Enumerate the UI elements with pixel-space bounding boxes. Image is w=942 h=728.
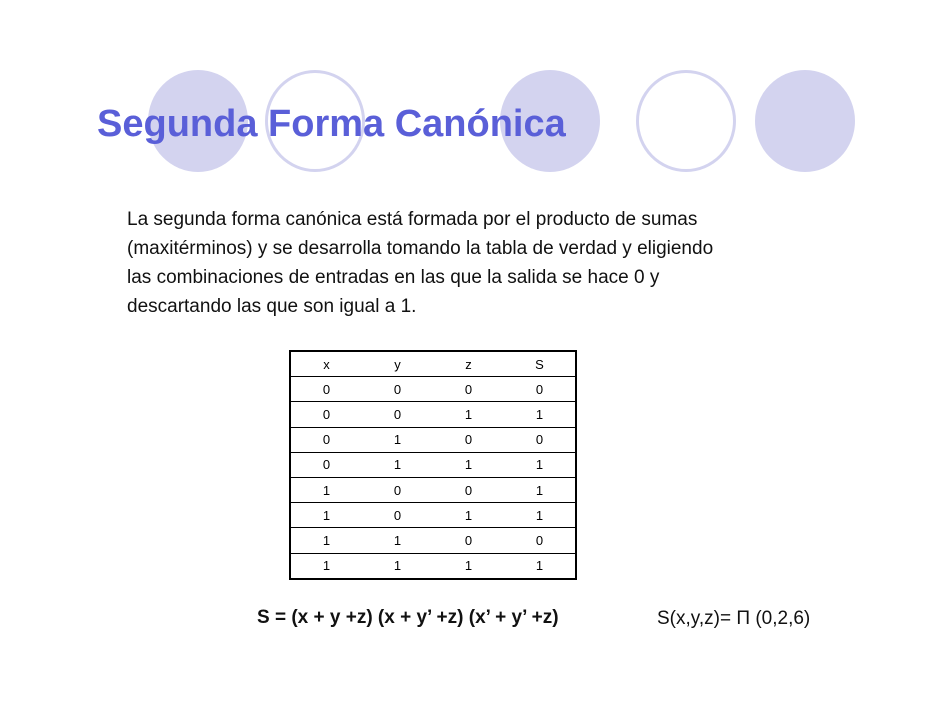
decorative-circle-filled	[755, 70, 855, 172]
table-cell: 1	[504, 402, 576, 427]
table-row	[290, 377, 576, 402]
table-cell: 1	[535, 558, 544, 574]
table-row	[290, 528, 576, 553]
table-cell: 1	[393, 558, 402, 574]
table-cell: 0	[362, 402, 433, 427]
slide-body-text: La segunda forma canónica está formada por el producto de sumas (maxitérminos) y se desarrolla tomando la tabla de verdad y eligiendo las combinaciones de entradas en las que la salida se hace 0 y descartando las que son igual a 1.	[127, 209, 714, 317]
table-row	[290, 477, 576, 502]
table-cell: 0	[433, 377, 504, 402]
truth-table-header-row	[290, 351, 576, 377]
table-row	[290, 402, 576, 427]
table-cell: 1	[362, 427, 433, 452]
table-cell: 1	[362, 528, 433, 553]
table-row	[290, 503, 576, 528]
table-cell: 0	[290, 452, 362, 477]
table-cell: 1	[362, 452, 433, 477]
table-cell: 0	[362, 503, 433, 528]
table-cell: 0	[362, 377, 433, 402]
table-cell: 0	[290, 402, 362, 427]
table-cell: 0	[362, 477, 433, 502]
table-cell: 0	[504, 377, 576, 402]
table-cell: 0	[433, 477, 504, 502]
table-cell: 0	[433, 427, 504, 452]
table-cell: 1	[290, 528, 362, 553]
product-of-maxterms-expression: S(x,y,z)= Π (0,2,6)	[657, 608, 811, 629]
truth-table	[289, 350, 577, 580]
table-cell: 0	[290, 427, 362, 452]
table-cell: 1	[322, 558, 331, 574]
slide-title: Segunda Forma Canónica	[97, 103, 566, 145]
table-cell: 1	[290, 503, 362, 528]
table-cell: 1	[504, 452, 576, 477]
table-row	[290, 452, 576, 477]
table-cell: 0	[504, 528, 576, 553]
table-cell: 1	[433, 503, 504, 528]
table-cell: 1	[290, 477, 362, 502]
header-cell: y	[362, 351, 433, 377]
table-row	[290, 553, 576, 579]
decorative-circle-outline	[636, 70, 736, 172]
header-cell: z	[433, 351, 504, 377]
header-cell: x	[290, 351, 362, 377]
maxterm-formula: S = (x + y +z) (x + y’ +z) (x’ + y’ +z)	[257, 607, 559, 628]
table-row	[290, 427, 576, 452]
table-cell: 1	[433, 452, 504, 477]
table-cell: 1	[433, 402, 504, 427]
table-cell: 1	[504, 477, 576, 502]
table-cell: 0	[433, 528, 504, 553]
table-cell: 0	[504, 427, 576, 452]
table-cell: 1	[504, 503, 576, 528]
table-cell: 0	[290, 377, 362, 402]
table-cell: 1	[464, 558, 473, 574]
header-cell: S	[504, 351, 576, 377]
